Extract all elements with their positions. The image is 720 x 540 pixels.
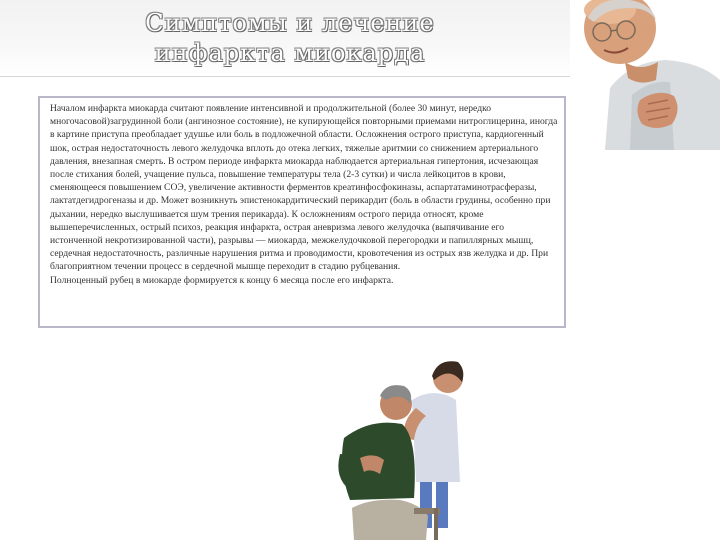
slide-title-line1: Симптомы и лечение [145, 9, 435, 37]
slide-title [60, 8, 520, 68]
body-paragraph-1: Началом инфаркта миокарда считают появление интенсивной и продолжительной (более 30 минут, нередко многочасовой)загрудинной боли (ангинозное состояние), не купирующейся повторными приемами нитроглицерина, иногда в картине приступа преобладает удушье или боль в подложечной области. Осложнения острого приступа, кардиогенный шок, острая недостаточность левого желудочка вплоть до отека легких, тяжелые аритмии со снижением артериального давления, внезапная смерть. В остром периоде инфаркта миокарда наблюдается артериальная гипертония, исчезающая после стихания болей, учащение пульса, повышение температуры тела (2-3 сутки) и числа лейкоцитов в крови, сменяющееся повышением СОЭ, увеличение активности ферментов креатинфосфокиназы, аспартатаминотрасферазы, лактатдегидрогеназы и др. Может возникнуть эпистенокардитический перикардит (боль в области грудины, особенно при дыхании, нередко выслушивается шум трения перикарда). К осложнениям острого перида относят, кроме вышеперечисленных, острый психоз, реакция инфаркта, острая аневризма левого желудочка (выпячивание его истонченной некротизированной части), разрывы — миокарда, межжелудочковой перегородки и папиллярных мышц, сердечная недостаточность, различные нарушения ритма и проводимости, кровотечения из острых язв желудка и др. При благоприятном течении процесс в сердечной мышце переходит в стадию рубцевания. [50, 103, 558, 273]
main-text-box [38, 96, 566, 328]
man-clutching-chest-photo [570, 0, 720, 150]
body-paragraph-2: Полноценный рубец в миокарде формируется к концу 6 месяца после его инфаркта. [50, 274, 394, 286]
slide-title-line2: инфаркта миокарда [154, 39, 426, 67]
title-bar [0, 0, 575, 77]
patient-and-nurse-photo [330, 358, 480, 540]
